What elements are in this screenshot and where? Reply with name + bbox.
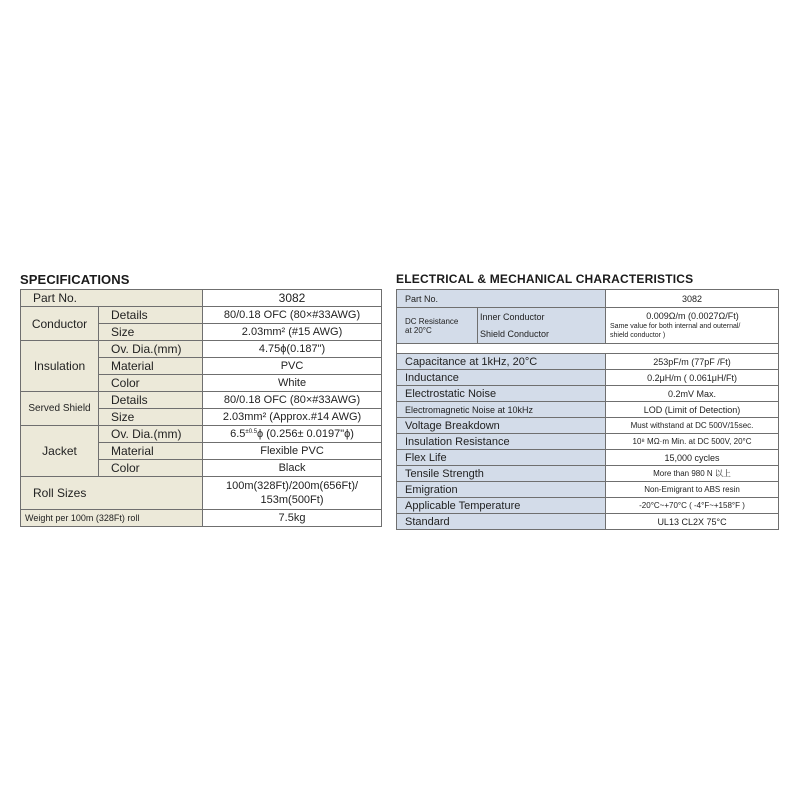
- jacket-material-value: Flexible PVC: [203, 443, 382, 460]
- elec-row-value: More than 980 N 以上: [606, 466, 779, 482]
- dc-resistance-label-line1: DC Resistance: [405, 316, 459, 326]
- roll-sizes-value: [203, 477, 382, 510]
- specifications-heading: SPECIFICATIONS: [20, 272, 130, 287]
- elec-row-label: Capacitance at 1kHz, 20°C: [397, 354, 606, 370]
- insulation-ov-dia-value: 4.75ϕ(0.187"): [203, 341, 382, 358]
- elec-row-label: Inductance: [397, 370, 606, 386]
- weight-label: Weight per 100m (328Ft) roll: [21, 510, 203, 527]
- table-row: [397, 308, 779, 344]
- elec-row-value: 0.2mV Max.: [606, 386, 779, 402]
- table-row: [397, 482, 779, 498]
- table-row: [397, 498, 779, 514]
- conductor-label: Conductor: [21, 307, 99, 341]
- served-shield-size-value: 2.03mm² (Approx.#14 AWG): [203, 409, 382, 426]
- specifications-panel: [20, 270, 381, 527]
- part-no-value: 3082: [203, 290, 382, 307]
- jacket-ov-dia-base: 6.5: [230, 428, 246, 440]
- elec-row-label: Standard: [397, 514, 606, 530]
- table-row: [21, 426, 382, 443]
- insulation-material-label: Material: [99, 358, 203, 375]
- table-row: [397, 466, 779, 482]
- table-row: [21, 341, 382, 358]
- conductor-size-value: 2.03mm² (#15 AWG): [203, 324, 382, 341]
- elec-row-label: Flex Life: [397, 450, 606, 466]
- weight-value: 7.5kg: [203, 510, 382, 527]
- served-shield-size-label: Size: [99, 409, 203, 426]
- electrical-table: [396, 289, 779, 530]
- jacket-ov-dia-rest: ϕ (0.256± 0.0197"ϕ): [257, 428, 354, 440]
- electrical-panel: [396, 270, 778, 530]
- elec-row-value: 253pF/m (77pF /Ft): [606, 354, 779, 370]
- table-row: [397, 354, 779, 370]
- jacket-color-label: Color: [99, 460, 203, 477]
- conductor-details-value: 80/0.18 OFC (80×#33AWG): [203, 307, 382, 324]
- conductor-details-label: Details: [99, 307, 203, 324]
- elec-row-value: -20°C~+70°C ( -4°F~+158°F ): [606, 498, 779, 514]
- table-row: [397, 386, 779, 402]
- conductor-size-label: Size: [99, 324, 203, 341]
- electrical-heading: ELECTRICAL & MECHANICAL CHARACTERISTICS: [396, 272, 694, 286]
- table-row: [21, 307, 382, 324]
- specifications-table: [20, 289, 382, 527]
- roll-sizes-line2: 153m(500Ft): [260, 494, 324, 506]
- elec-row-label: Electromagnetic Noise at 10kHz: [397, 402, 606, 418]
- part-no-label: Part No.: [21, 290, 203, 307]
- elec-row-label: Voltage Breakdown: [397, 418, 606, 434]
- elec-row-value: UL13 CL2X 75°C: [606, 514, 779, 530]
- elec-part-no-label: Part No.: [397, 290, 606, 308]
- elec-row-label: Tensile Strength: [397, 466, 606, 482]
- elec-row-value: 15,000 cycles: [606, 450, 779, 466]
- served-shield-details-value: 80/0.18 OFC (80×#33AWG): [203, 392, 382, 409]
- insulation-color-label: Color: [99, 375, 203, 392]
- roll-sizes-line1: 100m(328Ft)/200m(656Ft)/: [225, 480, 359, 492]
- jacket-color-value: Black: [203, 460, 382, 477]
- dc-resistance-value: [606, 308, 779, 344]
- table-row: [21, 477, 382, 510]
- jacket-ov-dia-value: [203, 426, 382, 443]
- jacket-ov-dia-tolerance: ±0.5: [245, 429, 258, 435]
- table-row: [21, 392, 382, 409]
- table-row: [397, 450, 779, 466]
- elec-row-label: Electrostatic Noise: [397, 386, 606, 402]
- insulation-material-value: PVC: [203, 358, 382, 375]
- table-row: [21, 290, 382, 307]
- table-row: [397, 514, 779, 530]
- served-shield-details-label: Details: [99, 392, 203, 409]
- jacket-material-label: Material: [99, 443, 203, 460]
- elec-row-value: 0.2μH/m ( 0.061μH/Ft): [606, 370, 779, 386]
- table-row: [397, 290, 779, 308]
- table-row: [397, 418, 779, 434]
- table-row: [397, 370, 779, 386]
- roll-sizes-label: Roll Sizes: [21, 477, 203, 510]
- elec-row-value: LOD (Limit of Detection): [606, 402, 779, 418]
- shield-conductor-label: Shield Conductor: [480, 328, 550, 339]
- table-row: [397, 434, 779, 450]
- table-row: [21, 510, 382, 527]
- dc-resistance-value-line2: Same value for both internal and outernal/: [610, 323, 741, 330]
- dc-resistance-label: [397, 308, 478, 344]
- spacer-row: [397, 344, 779, 354]
- dc-resistance-label-line2: at 20°C: [405, 325, 432, 335]
- elec-row-value: Non-Emigrant to ABS resin: [606, 482, 779, 498]
- inner-conductor-label: Inner Conductor: [480, 311, 545, 322]
- insulation-label: Insulation: [21, 341, 99, 392]
- jacket-label: Jacket: [21, 426, 99, 477]
- dc-resistance-value-line1: 0.009Ω/m (0.0027Ω/Ft): [646, 311, 739, 321]
- served-shield-label: Served Shield: [21, 392, 99, 426]
- elec-row-label: Applicable Temperature: [397, 498, 606, 514]
- elec-part-no-value: 3082: [606, 290, 779, 308]
- elec-row-value: 10⁸ MΩ·m Min. at DC 500V, 20°C: [606, 434, 779, 450]
- elec-row-label: Emigration: [397, 482, 606, 498]
- insulation-ov-dia-label: Ov. Dia.(mm): [99, 341, 203, 358]
- elec-row-label: Insulation Resistance: [397, 434, 606, 450]
- jacket-ov-dia-label: Ov. Dia.(mm): [99, 426, 203, 443]
- dc-resistance-sub-labels: [478, 308, 606, 344]
- table-row: [397, 402, 779, 418]
- elec-row-value: Must withstand at DC 500V/15sec.: [606, 418, 779, 434]
- insulation-color-value: White: [203, 375, 382, 392]
- dc-resistance-value-line3: shield conductor ): [610, 332, 666, 339]
